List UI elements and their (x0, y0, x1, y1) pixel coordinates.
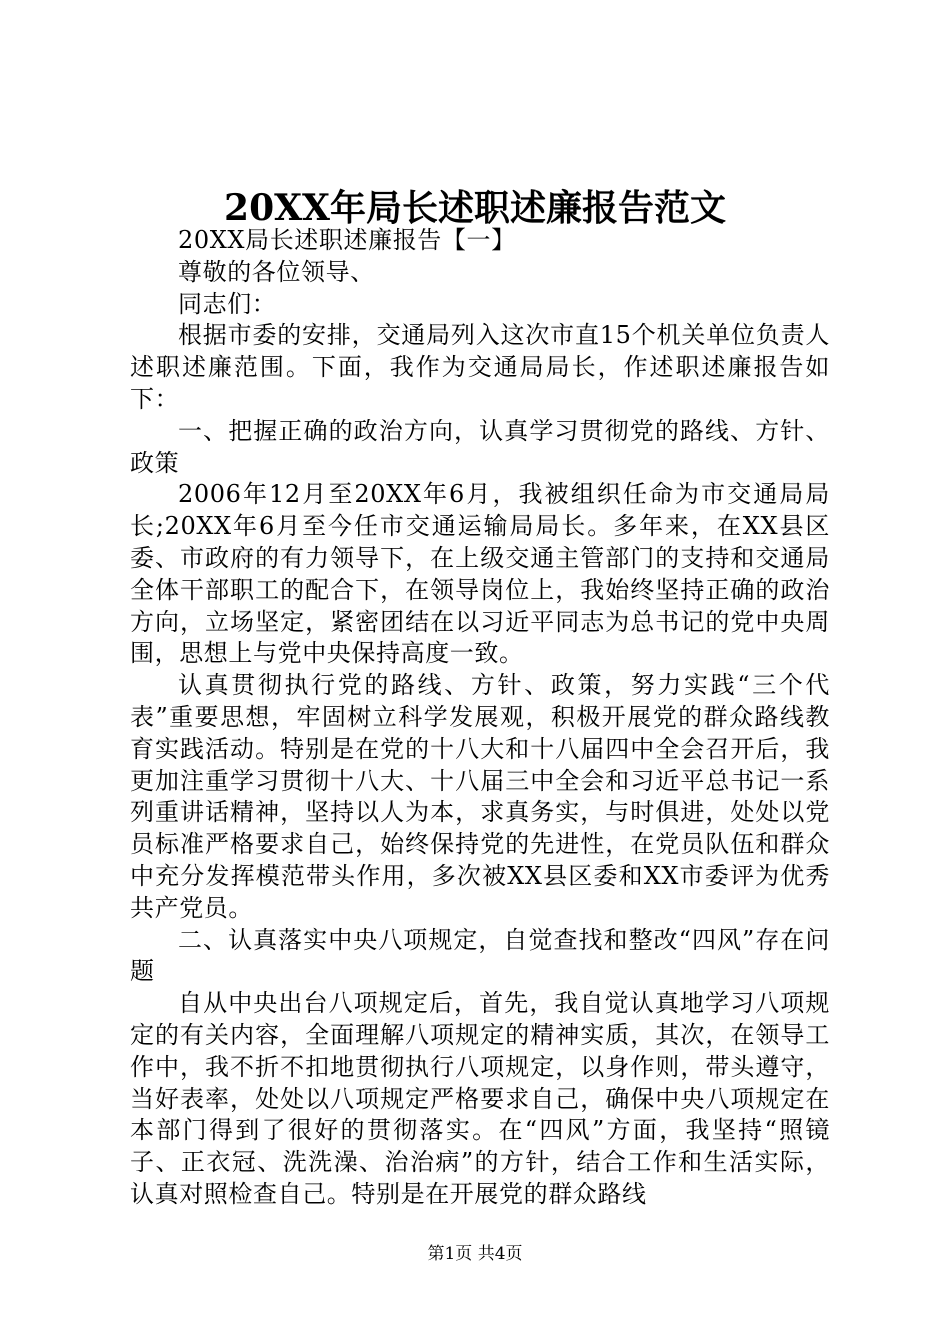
paragraph-salutation-2: 同志们： (178, 289, 277, 318)
paragraph-salutation: 尊敬的各位领导、 (178, 257, 375, 286)
paragraph-body: 认真贯彻执行党的路线、方针、政策，努力实践“三个代表”重要思想，牢固树立科学发展观，积极开展党的群众路线教育实践活动。特别是在党的十八大和十八届四中全会召开后，我更加注重学习贯彻十八大、十八届三中全会和习近平总书记一系列重讲话精神，坚持以人为本，求真务实，与时俱进，处处以党员标准严格要求自己，始终保持党的先进性，在党员队伍和群众中充分发挥模范带头作用，多次被XX县区委和XX市委评为优秀共产党员。 (130, 671, 830, 922)
paragraph-intro: 根据市委的安排，交通局列入这次市直15个机关单位负责人述职述廉范围。下面，我作为交通局局长，作述职述廉报告如下： (130, 321, 830, 413)
paragraph-body: 2006年12月至20XX年6月，我被组织任命为市交通局局长;20XX年6月至今任市交通运输局局长。多年来，在XX县区委、市政府的有力领导下，在上级交通主管部门的支持和交通局全体干部职工的配合下，在领导岗位上，我始终坚持正确的政治方向，立场坚定，紧密团结在以习近平同志为总书记的党中央周围，思想上与党中央保持高度一致。 (130, 480, 830, 668)
paragraph-body: 自从中央出台八项规定后，首先，我自觉认真地学习八项规定的有关内容，全面理解八项规定的精神实质，其次，在领导工作中，我不折不扣地贯彻执行八项规定，以身作则，带头遵守，当好表率，处处以八项规定严格要求自己，确保中央八项规定在本部门得到了很好的贯彻落实。在“四风”方面，我坚持“照镜子、正衣冠、洗洗澡、治治病”的方针，结合工作和生活实际，认真对照检查自己。特别是在开展党的群众路线 (130, 989, 830, 1208)
section-heading-2: 二、认真落实中央八项规定，自觉查找和整改“四风”存在问题 (130, 925, 830, 986)
page-number: 第1页 共4页 (427, 1244, 523, 1264)
document-body (130, 225, 830, 1211)
section-heading-1: 一、把握正确的政治方向，认真学习贯彻党的路线、方针、政策 (130, 416, 830, 477)
document-title: 20XX年局长述职述廉报告范文 (224, 187, 726, 229)
paragraph-subtitle: 20XX局长述职述廉报告【一】 (178, 226, 516, 254)
